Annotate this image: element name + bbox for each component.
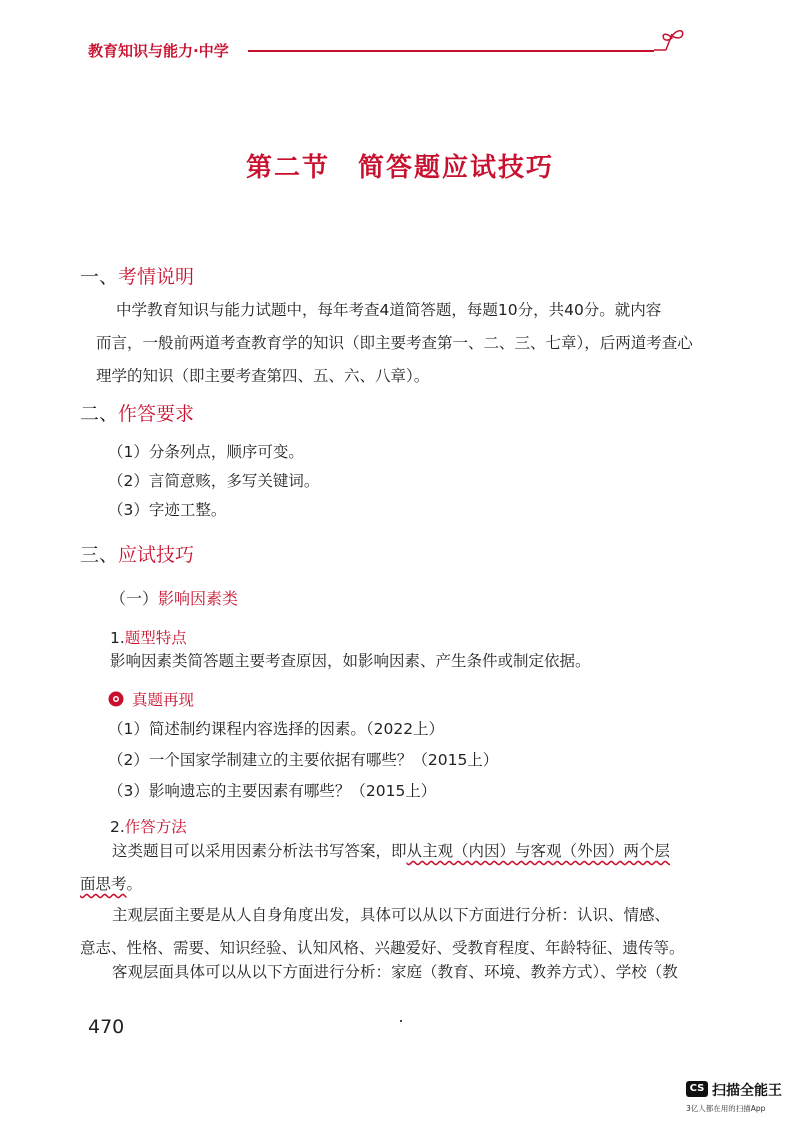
- method-text: 。: [126, 875, 143, 893]
- paragraph-line: 意志、性格、需要、知识经验、认知风格、兴趣爱好、受教育程度、年龄特征、遗传等。: [80, 939, 685, 957]
- subheading-answer-method: [110, 815, 187, 837]
- heading-number: 二、: [80, 403, 119, 425]
- heading-exam-skills: [80, 540, 194, 567]
- subheading-number: 1.: [110, 629, 125, 647]
- real-exam-heading: [108, 688, 194, 710]
- paragraph-line: 客观层面具体可以从以下方面进行分析：家庭（教育、环境、教养方式）、学校（教: [112, 963, 678, 981]
- scanner-watermark: [686, 1081, 796, 1125]
- subheading-number: 2.: [110, 818, 125, 836]
- subheading-text: 题型特点: [124, 629, 187, 647]
- paragraph-line: 而言，一般前两道考查教育学的知识（即主要考查第一、二、三、七章），后两道考查心: [96, 334, 693, 352]
- paragraph-line: 主观层面主要是从人自身角度出发，具体可以从以下方面进行分析：认识、情感、: [112, 906, 671, 924]
- paragraph-line: 中学教育知识与能力试题中，每年考查4道简答题，每题10分，共40分。就内容: [116, 301, 662, 319]
- heading-exam-overview: [80, 262, 194, 289]
- heading-text: 作答要求: [118, 403, 195, 425]
- sprout-icon: [652, 28, 692, 54]
- real-exam-title: 真题再现: [132, 691, 195, 709]
- section-title: 第二节 简答题应试技巧: [245, 153, 554, 183]
- method-emphasis: 面思考: [80, 875, 127, 893]
- real-exam-item: （3）影响遗忘的主要因素有哪些？（2015上）: [108, 782, 437, 800]
- list-item: （2）言简意赅，多写关键词。: [108, 472, 320, 490]
- list-item: （1）分条列点，顺序可变。: [108, 443, 304, 461]
- scanner-name: 扫描全能王: [712, 1083, 782, 1099]
- paragraph-line: [80, 835, 700, 868]
- subheading-number: （一）: [110, 589, 159, 608]
- heading-number: 一、: [80, 266, 119, 288]
- subheading-text: 影响因素类: [158, 589, 239, 608]
- paragraph-line: 理学的知识（即主要考查第四、五、六、八章）。: [96, 367, 430, 385]
- real-exam-item: （1）简述制约课程内容选择的因素。（2022上）: [108, 720, 445, 738]
- header-rule: [248, 50, 654, 52]
- heading-answer-requirements: [80, 399, 194, 426]
- running-header: 教育知识与能力·中学: [88, 42, 229, 60]
- page-number: 470: [88, 1016, 125, 1038]
- method-paragraph-1: [80, 835, 700, 901]
- list-item: （3）字迹工整。: [108, 501, 227, 519]
- features-paragraph: 影响因素类简答题主要考查原因，如影响因素、产生条件或制定依据。: [110, 652, 591, 670]
- scan-speck: [400, 1020, 402, 1022]
- heading-number: 三、: [80, 544, 119, 566]
- scanner-tagline: 3亿人都在用的扫描App: [686, 1104, 766, 1113]
- overview-paragraph: [96, 294, 696, 393]
- real-exam-item: （2）一个国家学制建立的主要依据有哪些？（2015上）: [108, 751, 499, 769]
- subheading-influence-factors: [110, 586, 238, 609]
- method-emphasis: 从主观（内因）与客观（外因）两个层: [406, 842, 671, 860]
- paragraph-line: [80, 868, 700, 901]
- heading-text: 考情说明: [118, 266, 195, 288]
- method-text: 这类题目可以采用因素分析法书写答案，即: [112, 842, 407, 860]
- method-paragraph-3: [80, 956, 700, 989]
- subheading-text: 作答方法: [124, 818, 187, 836]
- flower-icon: [108, 691, 124, 707]
- heading-text: 应试技巧: [118, 544, 195, 566]
- scanner-logo: CS: [686, 1081, 708, 1097]
